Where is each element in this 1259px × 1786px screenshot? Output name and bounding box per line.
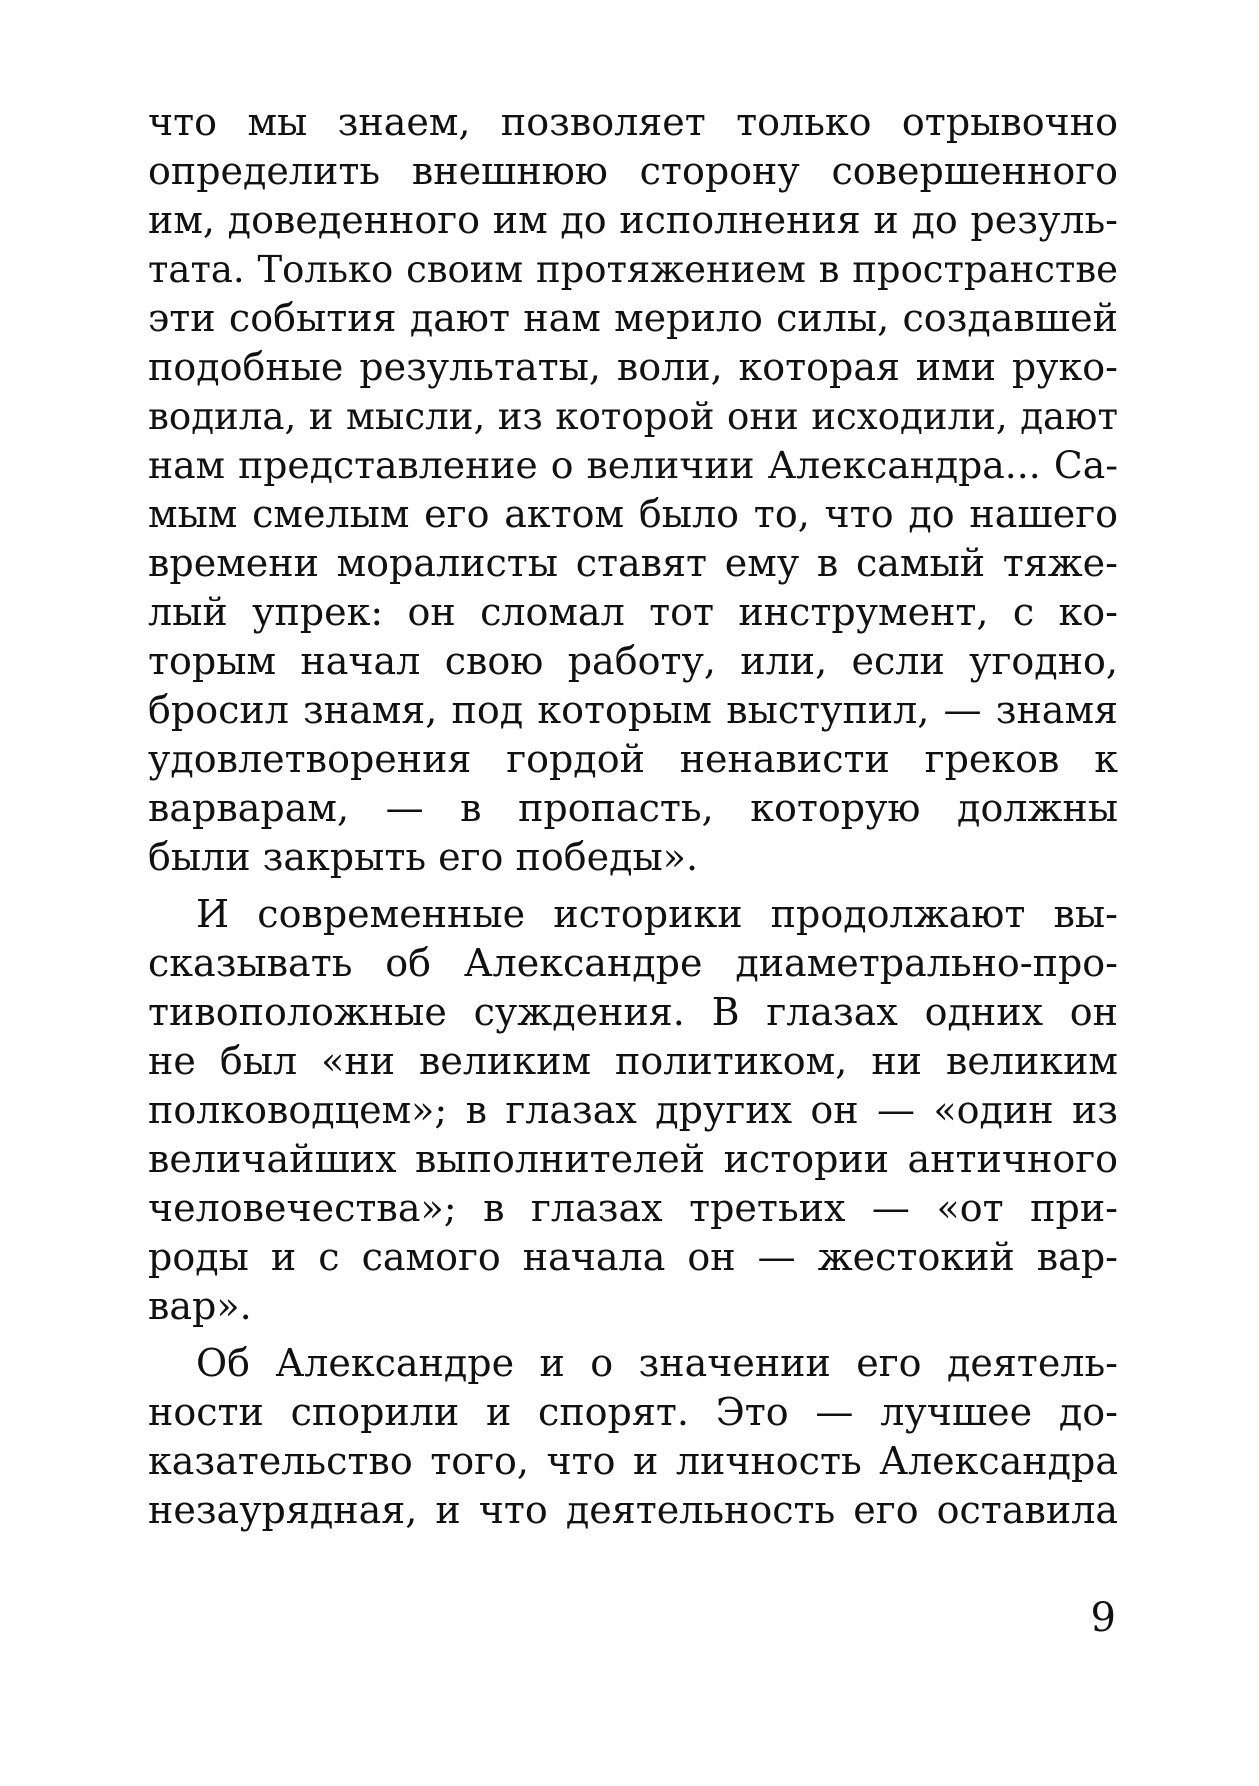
text-line: Об Александре и о значении его деятель- bbox=[196, 1341, 1118, 1385]
text-line: сказывать об Александре диаметрально-про- bbox=[148, 941, 1118, 985]
text-line: времени моралисты ставят ему в самый тяже- bbox=[148, 541, 1118, 585]
text-line: им, доведенного им до исполнения и до резуль- bbox=[148, 198, 1118, 242]
text-line: полководцем»; в глазах других он — «один из bbox=[148, 1088, 1118, 1132]
text-line: лый упрек: он сломал тот инструмент, с ко- bbox=[148, 590, 1118, 634]
text-line: удовлетворения гордой ненависти греков к bbox=[148, 737, 1118, 781]
text-line: эти события дают нам мерило силы, создавшей bbox=[148, 296, 1118, 340]
text-line: величайших выполнителей истории античного bbox=[148, 1137, 1118, 1181]
text-line: бросил знамя, под которым выступил, — знамя bbox=[148, 688, 1118, 732]
text-line: казательство того, что и личность Александра bbox=[148, 1439, 1118, 1483]
text-line: торым начал свою работу, или, если угодно, bbox=[148, 639, 1118, 683]
text-line: варварам, — в пропасть, которую должны bbox=[148, 786, 1118, 830]
text-line: водила, и мысли, из которой они исходили, дают bbox=[148, 395, 1118, 438]
text-line: не был «ни великим политиком, ни великим bbox=[148, 1039, 1118, 1083]
text-line: что мы знаем, позволяет только отрывочно bbox=[148, 100, 1118, 144]
text-line: незаурядная, и что деятельность его оставила bbox=[148, 1488, 1118, 1532]
text-line: мым смелым его актом было то, что до нашего bbox=[148, 492, 1118, 536]
text-line: тивоположные суждения. В глазах одних он bbox=[148, 990, 1118, 1034]
text-line: ности спорили и спорят. Это — лучшее до- bbox=[148, 1390, 1118, 1434]
text-line: нам представление о величии Александра... Са- bbox=[148, 443, 1118, 487]
page-body bbox=[148, 98, 1118, 1758]
text-line: человечества»; в глазах третьих — «от при- bbox=[148, 1186, 1118, 1230]
text-line: И современные историки продолжают вы- bbox=[196, 892, 1118, 936]
page-number: 9 bbox=[1090, 1595, 1116, 1641]
paragraph-1 bbox=[148, 98, 1118, 882]
text-line: определить внешнюю сторону совершенного bbox=[148, 149, 1118, 193]
paragraph-3 bbox=[148, 1339, 1118, 1535]
text-line: вар». bbox=[148, 1284, 252, 1328]
text-line: тата. Только своим протяжением в пространстве bbox=[148, 248, 1118, 291]
text-line: были закрыть его победы». bbox=[148, 835, 699, 879]
text-line: подобные результаты, воли, которая ими руко- bbox=[148, 345, 1118, 389]
paragraph-2 bbox=[148, 890, 1118, 1331]
text-line: роды и с самого начала он — жестокий вар- bbox=[148, 1235, 1118, 1279]
